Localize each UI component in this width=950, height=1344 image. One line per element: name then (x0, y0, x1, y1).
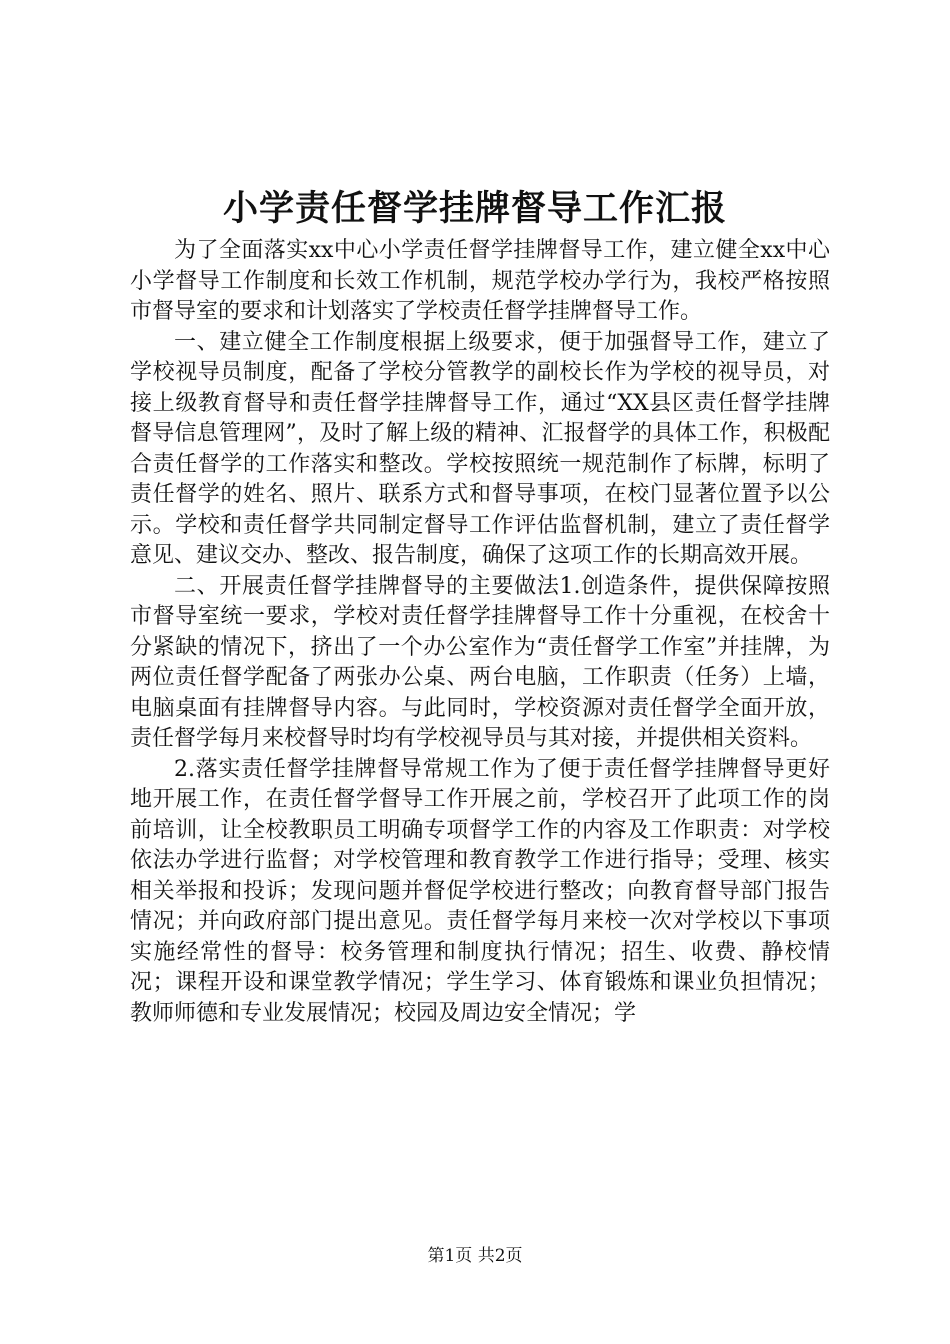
paragraph-section-one: 一、建立健全工作制度根据上级要求，便于加强督导工作，建立了学校视导员制度，配备了学校分管教学的副校长作为学校的视导员，对接上级教育督导和责任督学挂牌督导工作，通过“XX县区责任督学挂牌督导信息管理网”，及时了解上级的精神、汇报督学的具体工作，积极配合责任督学的工作落实和整改。学校按照统一规范制作了标牌，标明了责任督学的姓名、照片、联系方式和督导事项，在校门显著位置予以公示。学校和责任督学共同制定督导工作评估监督机制，建立了责任督学意见、建议交办、整改、报告制度，确保了这项工作的长期高效开展。 (130, 329, 830, 568)
paragraph-section-two-item-two: 2.落实责任督学挂牌督导常规工作为了便于责任督学挂牌督导更好地开展工作，在责任督学督导工作开展之前，学校召开了此项工作的岗前培训，让全校教职员工明确专项督学工作的内容及工作职责：对学校依法办学进行监督；对学校管理和教育教学工作进行指导；受理、核实相关举报和投诉；发现问题并督促学校进行整改；向教育督导部门报告情况；并向政府部门提出意见。责任督学每月来校一次对学校以下事项实施经常性的督导：校务管理和制度执行情况；招生、收费、静校情况；课程开设和课堂教学情况；学生学习、体育锻炼和课业负担情况；教师师德和专业发展情况；校园及周边安全情况；学 (130, 756, 830, 1026)
paragraph-intro: 为了全面落实xx中心小学责任督学挂牌督导工作，建立健全xx中心小学督导工作制度和长效工作机制，规范学校办学行为，我校严格按照市督导室的要求和计划落实了学校责任督学挂牌督导工作。 (130, 238, 830, 324)
document-body (130, 236, 830, 1029)
document-title: 小学责任督学挂牌督导工作汇报 (222, 188, 727, 229)
page-number-footer: 第1页 共2页 (427, 1246, 523, 1266)
paragraph-section-two: 二、开展责任督学挂牌督导的主要做法1.创造条件，提供保障按照市督导室统一要求，学校对责任督学挂牌督导工作十分重视，在校舍十分紧缺的情况下，挤出了一个办公室作为“责任督学工作室”并挂牌，为两位责任督学配备了两张办公桌、两台电脑，工作职责（任务）上墙，电脑桌面有挂牌督导内容。与此同时，学校资源对责任督学全面开放，责任督学每月来校督导时均有学校视导员与其对接，并提供相关资料。 (130, 573, 830, 751)
